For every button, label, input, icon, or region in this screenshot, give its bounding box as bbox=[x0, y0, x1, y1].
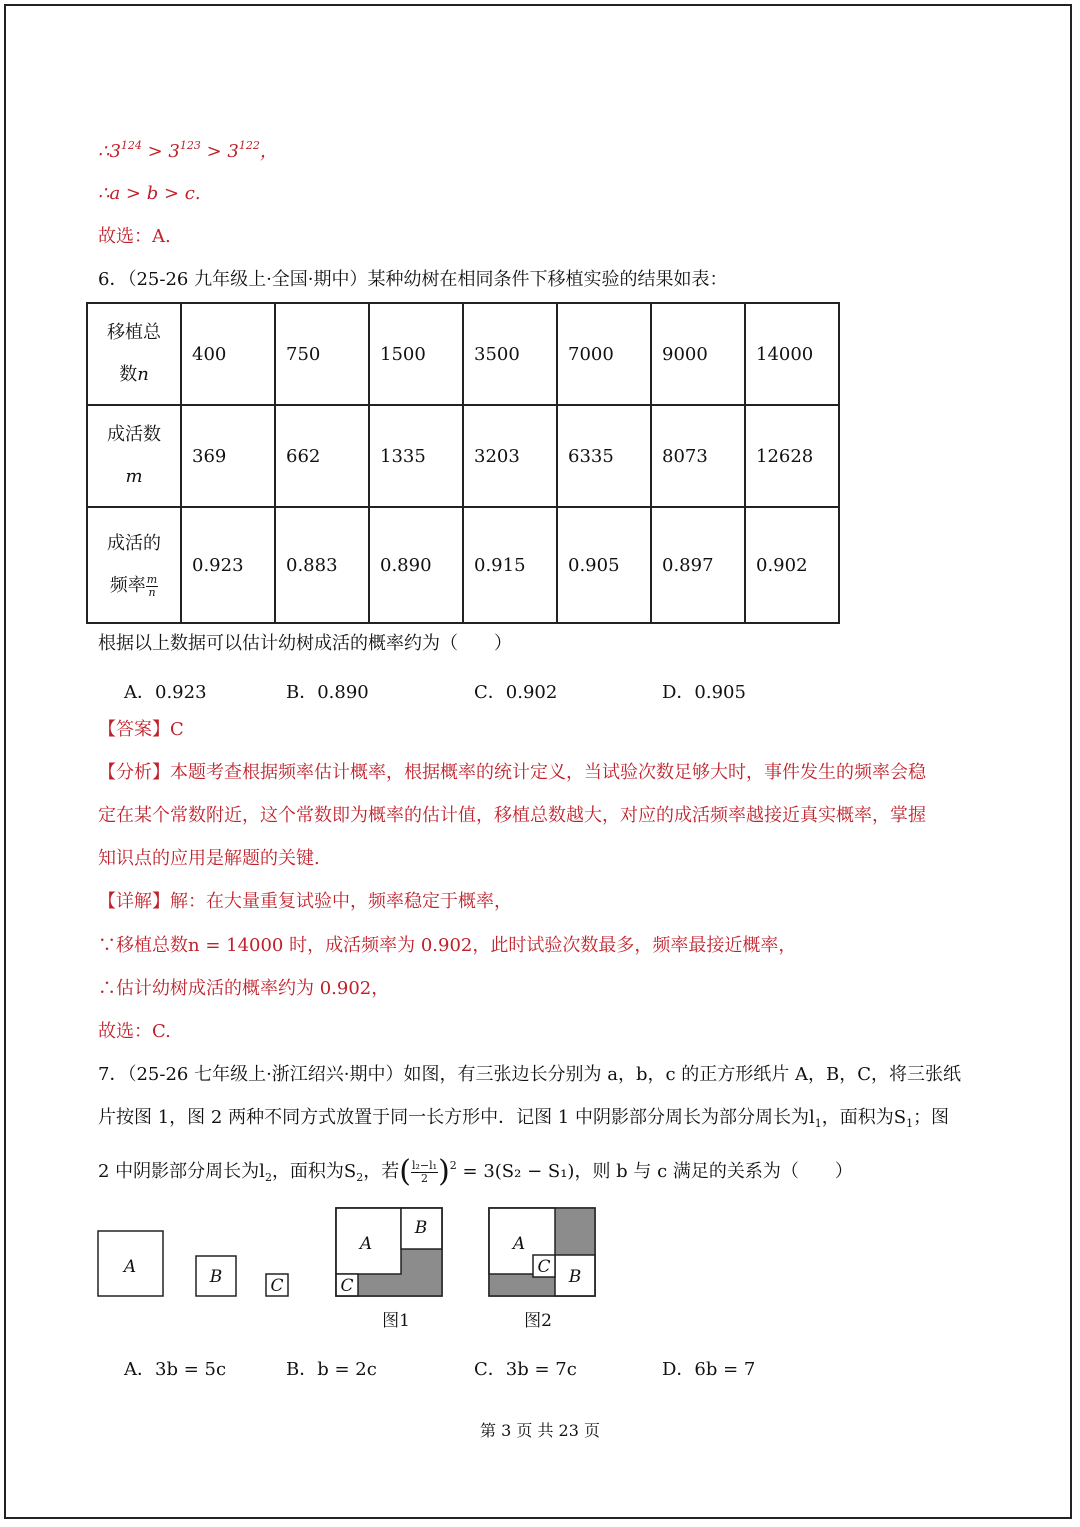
q6-detail-4: 故选：C. bbox=[98, 1021, 171, 1042]
figure-2-b-label: B bbox=[568, 1267, 582, 1287]
q7-option-c[interactable]: C．3b = 7c bbox=[474, 1359, 577, 1380]
table-cell: 400 bbox=[181, 303, 275, 405]
figure-2-c-label: C bbox=[537, 1257, 551, 1277]
table-cell: 369 bbox=[181, 405, 275, 507]
table-cell: 0.905 bbox=[557, 507, 651, 623]
figure-2-caption: 图2 bbox=[524, 1311, 552, 1331]
table-cell: 9000 bbox=[651, 303, 745, 405]
q6-analysis-2: 定在某个常数附近，这个常数即为概率的估计值，移植总数越大，对应的成活频率越接近真实概率，掌握 bbox=[98, 805, 926, 826]
q7-option-a[interactable]: A．3b = 5c bbox=[124, 1359, 227, 1380]
table-cell: 12628 bbox=[745, 405, 839, 507]
square-b-label: B bbox=[209, 1267, 223, 1287]
q6-stem: 6．（25-26 九年级上·全国·期中）某种幼树在相同条件下移植实验的结果如表： bbox=[98, 269, 728, 290]
table-cell: 0.923 bbox=[181, 507, 275, 623]
prev-solution-line-2: ∴a > b > c. bbox=[98, 183, 201, 204]
q6-analysis-1: 【分析】本题考查根据频率估计概率，根据概率的统计定义，当试验次数足够大时，事件发生的频率会稳 bbox=[98, 762, 926, 783]
figure-1-a-label: A bbox=[359, 1234, 373, 1254]
table-cell: 1500 bbox=[369, 303, 463, 405]
figure-2-shaded-top bbox=[555, 1208, 595, 1255]
table-cell: 0.915 bbox=[463, 507, 557, 623]
q6-option-b[interactable]: B．0.890 bbox=[286, 682, 369, 703]
table-cell: 0.897 bbox=[651, 507, 745, 623]
table-header-m: 成活数 m bbox=[87, 405, 181, 507]
prev-solution-line-1: $\therefore 3^{124} > 3^{123} > 3^{122}$， bbox=[98, 139, 278, 162]
q6-detail-2: ∵移植总数n = 14000 时，成活频率为 0.902，此时试验次数最多，频率最接近概率， bbox=[98, 935, 797, 956]
table-cell: 0.890 bbox=[369, 507, 463, 623]
q6-detail-3: ∴估计幼树成活的概率约为 0.902， bbox=[98, 978, 390, 999]
table-cell: 6335 bbox=[557, 405, 651, 507]
q7-line-3: 2 中阴影部分周长为$l_2$，面积为$S_2$，若( $\frac{\text{l₂−l₁}}{2}$ )$^2$ = 3(S₂ − S₁)，则 b 与 c 满足的关系为（ ） bbox=[98, 1154, 853, 1189]
table-cell: 3203 bbox=[463, 405, 557, 507]
page-footer: 第 3 页 共 23 页 bbox=[480, 1421, 600, 1440]
q6-option-a[interactable]: A．0.923 bbox=[124, 682, 207, 703]
q7-option-b[interactable]: B．b = 2c bbox=[286, 1359, 377, 1380]
table-cell: 7000 bbox=[557, 303, 651, 405]
table-cell: 750 bbox=[275, 303, 369, 405]
q6-detail-1: 【详解】解：在大量重复试验中，频率稳定于概率， bbox=[98, 891, 512, 912]
table-cell: 662 bbox=[275, 405, 369, 507]
table-cell: 14000 bbox=[745, 303, 839, 405]
figure-1-c-label: C bbox=[340, 1276, 354, 1296]
table-cell: 1335 bbox=[369, 405, 463, 507]
table-cell: 0.883 bbox=[275, 507, 369, 623]
q7-option-d[interactable]: D．6b = 7 bbox=[662, 1359, 756, 1380]
prev-solution-choice: 故选：A. bbox=[98, 226, 171, 247]
table-cell: 3500 bbox=[463, 303, 557, 405]
figure-1-b-label: B bbox=[414, 1218, 428, 1238]
table-header-n: 移植总 数n bbox=[87, 303, 181, 405]
table-cell: 8073 bbox=[651, 405, 745, 507]
q6-answer: 【答案】C bbox=[98, 719, 184, 740]
q7-line-2: 片按图 1，图 2 两种不同方式放置于同一长方形中．记图 1 中阴影部分周长为部分周长为$l_1$，面积为$S_1$；图 bbox=[98, 1107, 950, 1130]
q6-question: 根据以上数据可以估计幼树成活的概率约为（ ） bbox=[98, 633, 512, 654]
figure-2-a-label: A bbox=[512, 1234, 526, 1254]
figure-1-caption: 图1 bbox=[382, 1311, 410, 1331]
q6-option-c[interactable]: C．0.902 bbox=[474, 682, 558, 703]
q6-option-d[interactable]: D．0.905 bbox=[662, 682, 746, 703]
table-cell: 0.902 bbox=[745, 507, 839, 623]
square-a-label: A bbox=[123, 1257, 137, 1277]
square-c-label: C bbox=[270, 1276, 284, 1296]
q7-line-1: 7．（25-26 七年级上·浙江绍兴·期中）如图，有三张边长分别为 a，b，c 的正方形纸片 A，B，C，将三张纸 bbox=[98, 1064, 962, 1085]
q6-analysis-3: 知识点的应用是解题的关键. bbox=[98, 848, 320, 869]
table-header-frequency: 成活的 频率 $\frac{m}{n}$ bbox=[87, 507, 181, 623]
